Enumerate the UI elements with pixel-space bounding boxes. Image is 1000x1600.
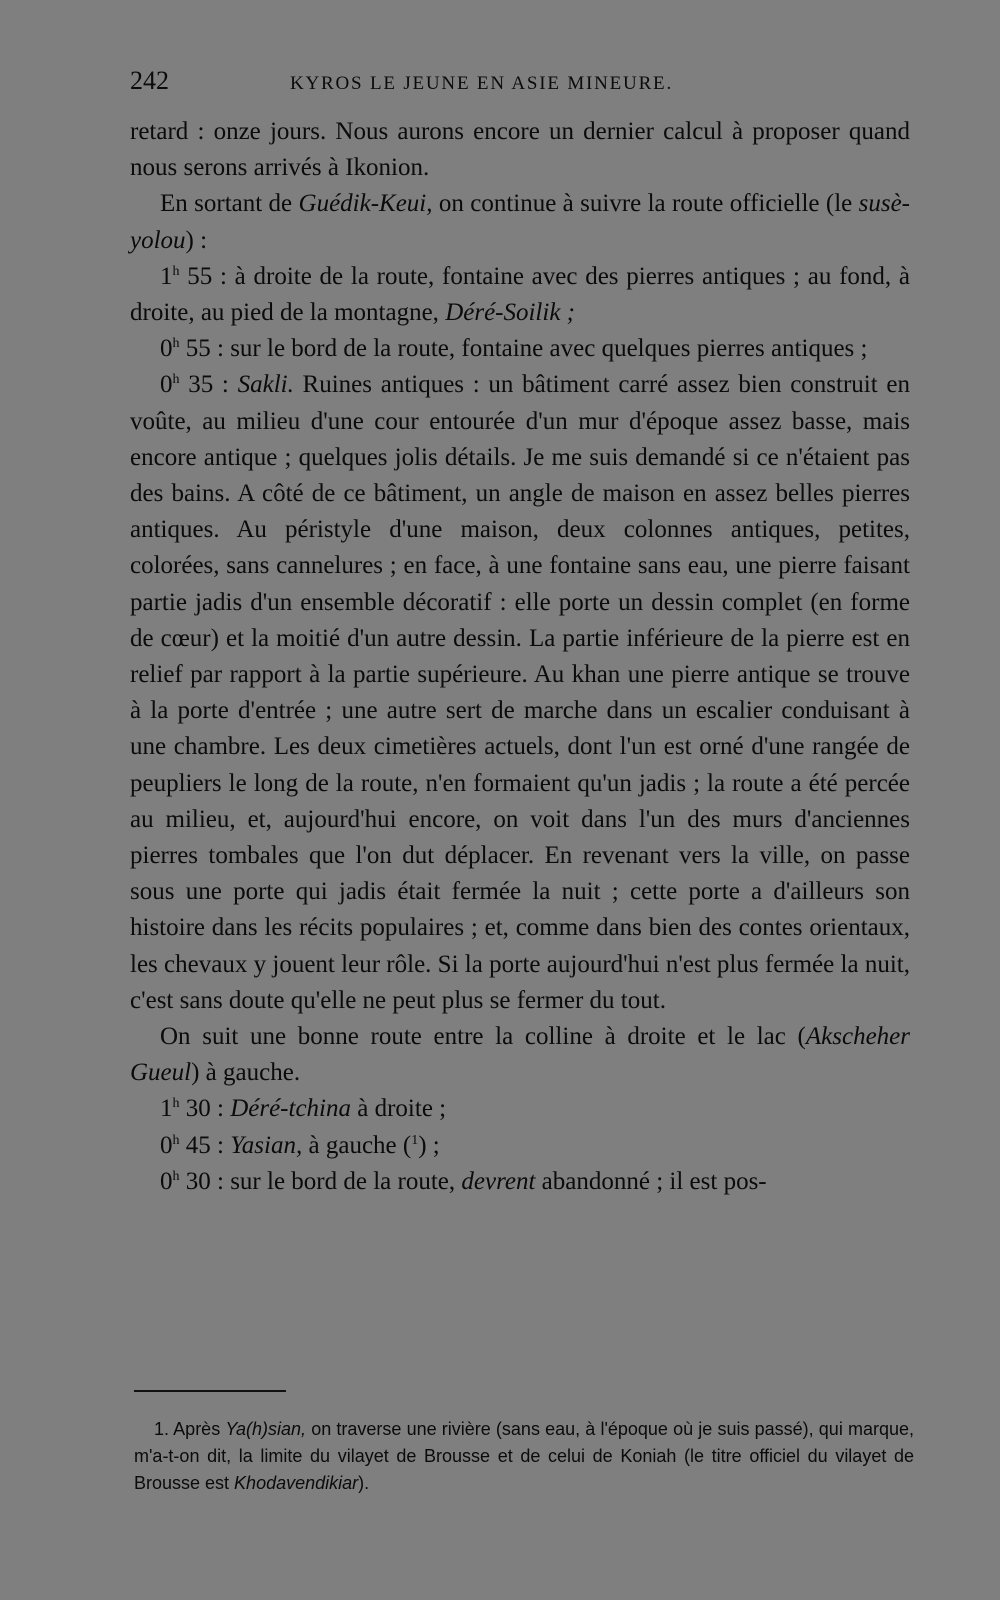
text-run: 35 : — [179, 371, 238, 399]
main-text — [130, 114, 910, 1200]
text-run: ) à gauche. — [191, 1059, 301, 1087]
page-header — [130, 66, 910, 100]
italic-term: Ya(h)sian, — [225, 1419, 307, 1439]
superscript: 1 — [411, 1132, 419, 1148]
paragraph — [130, 1019, 910, 1091]
italic-term: Déré-tchina — [230, 1095, 351, 1123]
italic-term: Sakli. — [237, 371, 294, 399]
text-run: 0 — [160, 1131, 173, 1159]
text-run: on traverse une rivière (sans eau, à l'époque où je suis passé), qui marque, m'a-t-on dit, la limite du vilayet de Brousse et de celui de Koniah (le titre officiel du vilayet de Brousse est — [134, 1419, 914, 1493]
superscript: h — [172, 1168, 180, 1184]
paragraph — [130, 331, 910, 367]
text-run: 0 — [160, 335, 173, 363]
text-run: 45 : — [179, 1131, 231, 1159]
text-run: On suit une bonne route entre la colline à droite et le lac ( — [160, 1023, 806, 1051]
italic-term: Akscheher Gueul — [130, 1023, 910, 1087]
paragraph — [130, 259, 910, 331]
text-run: 1. Après — [154, 1419, 226, 1439]
text-run: 0 — [160, 1167, 173, 1195]
italic-term: susè-yolou — [130, 190, 910, 254]
paragraph — [130, 114, 910, 186]
footnote-rule — [134, 1390, 286, 1392]
text-run: 30 : sur le bord de la route, — [179, 1167, 462, 1195]
italic-term: Guédik-Keui, — [298, 190, 433, 218]
page-number: 242 — [130, 66, 169, 95]
text-run: 55 : sur le bord de la route, fontaine avec quelques pierres antiques ; — [179, 335, 868, 363]
paragraph — [130, 367, 910, 1019]
text-run: abandonné ; il est pos- — [535, 1167, 767, 1195]
text-run: Ruines antiques : un bâtiment carré assez bien construit en voûte, au milieu d'une cour entourée d'un mur d'époque assez basse, mais encore antique ; quelques jolis détails. Je me suis demandé si ce n'étaient pas des bains. A côté de ce bâtiment, un angle de maison en assez belles pierres antiques. Au péristyle d'une maison, deux colonnes antiques, petites, colorées, sans cannelures ; en face, à une fontaine sans eau, une pierre faisant partie jadis d'un ensemble décoratif : elle porte un dessin complet (en forme de cœur) et la moitié d'un autre dessin. La partie inférieure de la pierre est en relief par rapport à la partie supérieure. Au khan une pierre antique se trouve à la porte d'entrée ; une autre sert de marche dans un escalier conduisant à une chambre. Les deux cimetières actuels, dont l'un est orné d'une rangée de peupliers le long de la route, n'en formaient qu'un jadis ; la route a été percée au milieu, et, aujourd'hui encore, on voit dans l'un des murs d'anciennes pierres tombales que l'on dut déplacer. En revenant vers la ville, on passe sous une porte qui jadis était fermée la nuit ; cette porte a d'ailleurs son histoire dans les récits populaires ; et, comme dans bien des contes orientaux, les chevaux y jouent leur rôle. Si la porte aujourd'hui n'est plus fermée la nuit, c'est sans doute qu'elle ne peut plus se fermer du tout. — [130, 371, 910, 1014]
paragraph — [130, 186, 910, 258]
italic-term: Yasian, — [230, 1131, 303, 1159]
paragraph — [130, 1164, 910, 1200]
text-run: ) : — [185, 226, 208, 254]
text-run: 1 — [160, 262, 173, 290]
superscript: h — [172, 263, 180, 279]
paragraph — [130, 1091, 910, 1127]
superscript: h — [172, 1096, 180, 1112]
text-run: 55 : à droite de la route, fontaine avec des pierres antiques ; au fond, à droite, au pied de la montagne, — [130, 262, 910, 327]
text-run: 1 — [160, 1095, 173, 1123]
footnote — [134, 1416, 914, 1497]
superscript: h — [172, 372, 180, 388]
italic-term: devrent — [461, 1167, 536, 1195]
text-run: à gauche ( — [302, 1131, 412, 1159]
text-run: ) ; — [418, 1131, 440, 1159]
text-run: retard : onze jours. Nous aurons encore un dernier calcul à proposer quand nous serons arrivés à Ikonion. — [130, 118, 910, 182]
text-run: à droite ; — [351, 1095, 447, 1123]
text-run: ). — [358, 1473, 370, 1493]
superscript: h — [172, 1132, 180, 1148]
running-title: KYROS LE JEUNE EN ASIE MINEURE. — [290, 73, 674, 94]
text-run: En sortant de — [160, 190, 299, 218]
italic-term: Khodavendikiar — [234, 1473, 359, 1493]
text-run: on continue à suivre la route officielle (le — [432, 190, 859, 218]
italic-term: Déré-Soilik ; — [445, 299, 575, 327]
text-run: 0 — [160, 371, 173, 399]
superscript: h — [172, 336, 180, 352]
text-run: 30 : — [179, 1095, 231, 1123]
paragraph — [130, 1128, 910, 1164]
